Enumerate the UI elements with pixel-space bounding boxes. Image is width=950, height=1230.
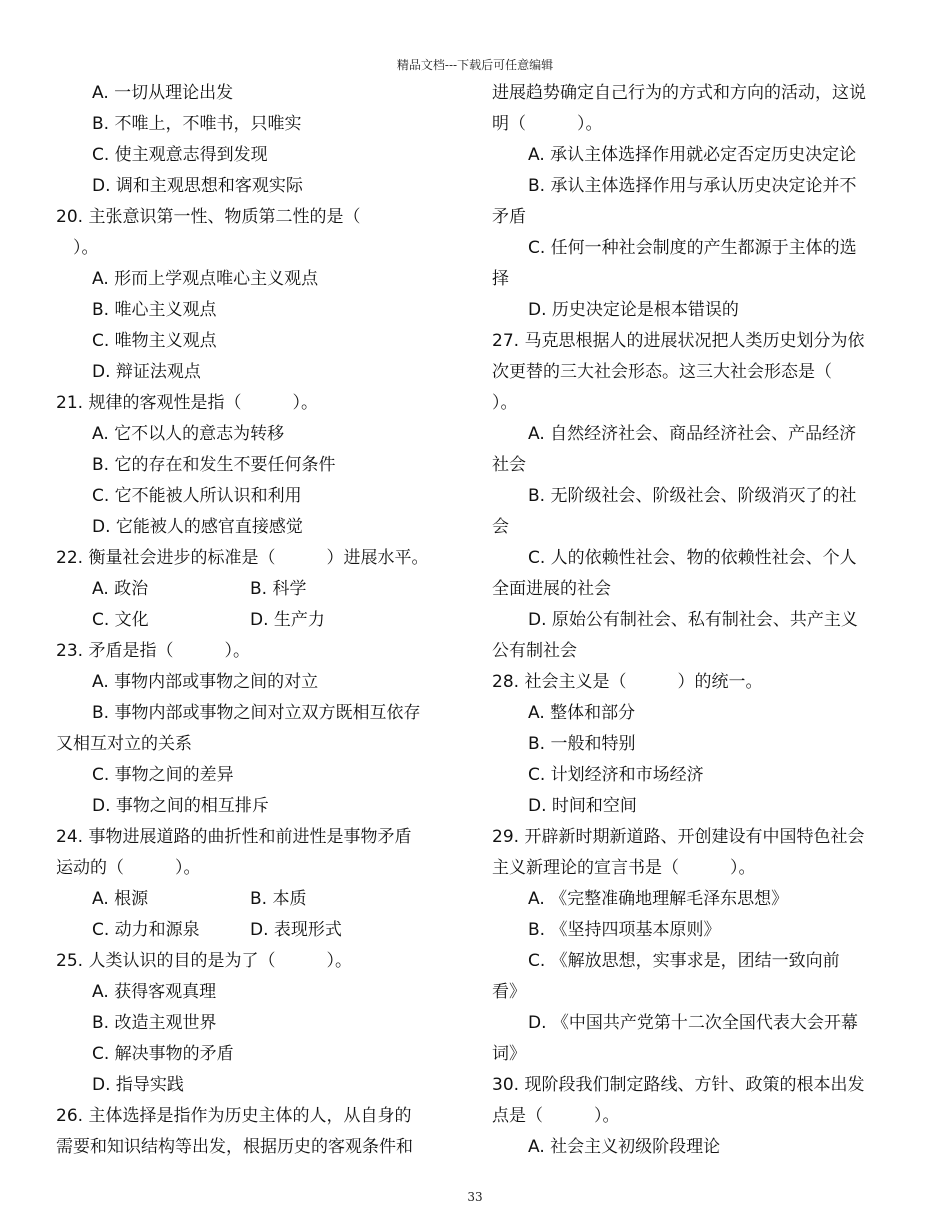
option-pair — [56, 915, 460, 946]
question-text: 23. 矛盾是指（ ）。 — [56, 641, 250, 661]
option-text: D. 辩证法观点 — [92, 362, 201, 382]
option-text: D. 时间和空间 — [528, 796, 637, 816]
option-text: A. 它不以人的意志为转移 — [92, 424, 285, 444]
question-text: 26. 主体选择是指作为历史主体的人，从自身的 — [56, 1106, 412, 1126]
option-text: D. 事物之间的相互排斥 — [92, 796, 269, 816]
continuation-text: ）。 — [56, 238, 99, 258]
continuation-text: 会 — [492, 517, 509, 537]
option-text: B. 改造主观世界 — [92, 1013, 217, 1033]
option-text: D. 《中国共产党第十二次全国代表大会开幕 — [528, 1013, 858, 1033]
continuation-text: 全面进展的社会 — [492, 579, 611, 599]
option-text: B. 无阶级社会、阶级社会、阶级消灭了的社 — [528, 486, 857, 506]
option-text: A. 一切从理论出发 — [92, 83, 234, 103]
option-text: A. 整体和部分 — [528, 703, 636, 723]
option-text: D. 历史决定论是根本错误的 — [528, 300, 739, 320]
option-text: B. 科学 — [250, 579, 307, 599]
page-header: 精品文档---下载后可任意编辑 — [396, 58, 554, 72]
option-text: B. 一般和特别 — [528, 734, 636, 754]
option-text: D. 它能被人的感官直接感觉 — [92, 517, 303, 537]
option-text: B. 事物内部或事物之间对立双方既相互依存 — [92, 703, 421, 723]
option-pair — [56, 884, 460, 915]
option-text: C. 人的依赖性社会、物的依赖性社会、个人 — [528, 548, 857, 568]
continuation-text: 次更替的三大社会形态。这三大社会形态是（ — [492, 362, 832, 382]
option-text: A. 《完整准确地理解毛泽东思想》 — [528, 889, 789, 909]
option-text: C. 事物之间的差异 — [92, 765, 234, 785]
option-text: C. 文化 — [92, 610, 149, 630]
option-text: A. 自然经济社会、商品经济社会、产品经济 — [528, 424, 857, 444]
continuation-text: 点是（ ）。 — [492, 1106, 620, 1126]
option-text: C. 动力和源泉 — [92, 920, 200, 940]
question-text: 21. 规律的客观性是指（ ）。 — [56, 393, 318, 413]
continuation-text: 进展趋势确定自己行为的方式和方向的活动，这说 — [492, 83, 866, 103]
option-text: A. 获得客观真理 — [92, 982, 217, 1002]
continuation-text: 矛盾 — [492, 207, 526, 227]
option-pair — [56, 574, 460, 605]
continuation-text: 主义新理论的宣言书是（ ）。 — [492, 858, 756, 878]
option-text: B. 本质 — [250, 889, 307, 909]
continuation-text: ）。 — [492, 393, 518, 413]
option-text: C. 它不能被人所认识和利用 — [92, 486, 302, 506]
option-text: C. 《解放思想，实事求是，团结一致向前 — [528, 951, 840, 971]
continuation-text: 需要和知识结构等出发，根据历史的客观条件和 — [56, 1137, 413, 1157]
option-pair — [56, 605, 460, 636]
continuation-text: 明（ ）。 — [492, 114, 603, 134]
continuation-text: 公有制社会 — [492, 641, 577, 661]
option-text: B. 《坚持四项基本原则》 — [528, 920, 721, 940]
question-text: 28. 社会主义是（ ）的统一。 — [492, 672, 763, 692]
page-number: 33 — [467, 1190, 483, 1204]
question-text: 24. 事物进展道路的曲折性和前进性是事物矛盾 — [56, 827, 412, 847]
option-text: A. 根源 — [92, 889, 149, 909]
continuation-text: 词》 — [492, 1044, 526, 1064]
option-text: D. 指导实践 — [92, 1075, 184, 1095]
option-text: A. 事物内部或事物之间的对立 — [92, 672, 319, 692]
right-column — [492, 78, 906, 1163]
option-text: D. 原始公有制社会、私有制社会、共产主义 — [528, 610, 858, 630]
option-text: C. 解决事物的矛盾 — [92, 1044, 234, 1064]
continuation-text: 看》 — [492, 982, 526, 1002]
option-text: C. 计划经济和市场经济 — [528, 765, 704, 785]
continuation-text: 社会 — [492, 455, 526, 475]
question-text: 20. 主张意识第一性、物质第二性的是（ — [56, 207, 361, 227]
option-text: C. 任何一种社会制度的产生都源于主体的选 — [528, 238, 857, 258]
left-column — [56, 78, 460, 1163]
option-text: A. 社会主义初级阶段理论 — [528, 1137, 721, 1157]
option-text: A. 政治 — [92, 579, 149, 599]
option-text: B. 它的存在和发生不要任何条件 — [92, 455, 336, 475]
continuation-text: 运动的（ ）。 — [56, 858, 201, 878]
question-text: 22. 衡量社会进步的标准是（ ）进展水平。 — [56, 548, 429, 568]
question-text: 27. 马克思根据人的进展状况把人类历史划分为依 — [492, 331, 865, 351]
continuation-text: 择 — [492, 269, 509, 289]
option-text: D. 表现形式 — [250, 920, 342, 940]
question-text: 29. 开辟新时期新道路、开创建设有中国特色社会 — [492, 827, 865, 847]
question-text: 25. 人类认识的目的是为了（ ）。 — [56, 951, 352, 971]
option-text: B. 承认主体选择作用与承认历史决定论并不 — [528, 176, 857, 196]
option-text: A. 形而上学观点唯心主义观点 — [92, 269, 319, 289]
option-text: A. 承认主体选择作用就必定否定历史决定论 — [528, 145, 857, 165]
option-text: D. 调和主观思想和客观实际 — [92, 176, 303, 196]
option-text: C. 唯物主义观点 — [92, 331, 217, 351]
continuation-text: 又相互对立的关系 — [56, 734, 192, 754]
question-text: 30. 现阶段我们制定路线、方针、政策的根本出发 — [492, 1075, 865, 1095]
option-text: D. 生产力 — [250, 610, 325, 630]
option-text: C. 使主观意志得到发现 — [92, 145, 268, 165]
option-text: B. 唯心主义观点 — [92, 300, 217, 320]
option-text: B. 不唯上，不唯书，只唯实 — [92, 114, 302, 134]
